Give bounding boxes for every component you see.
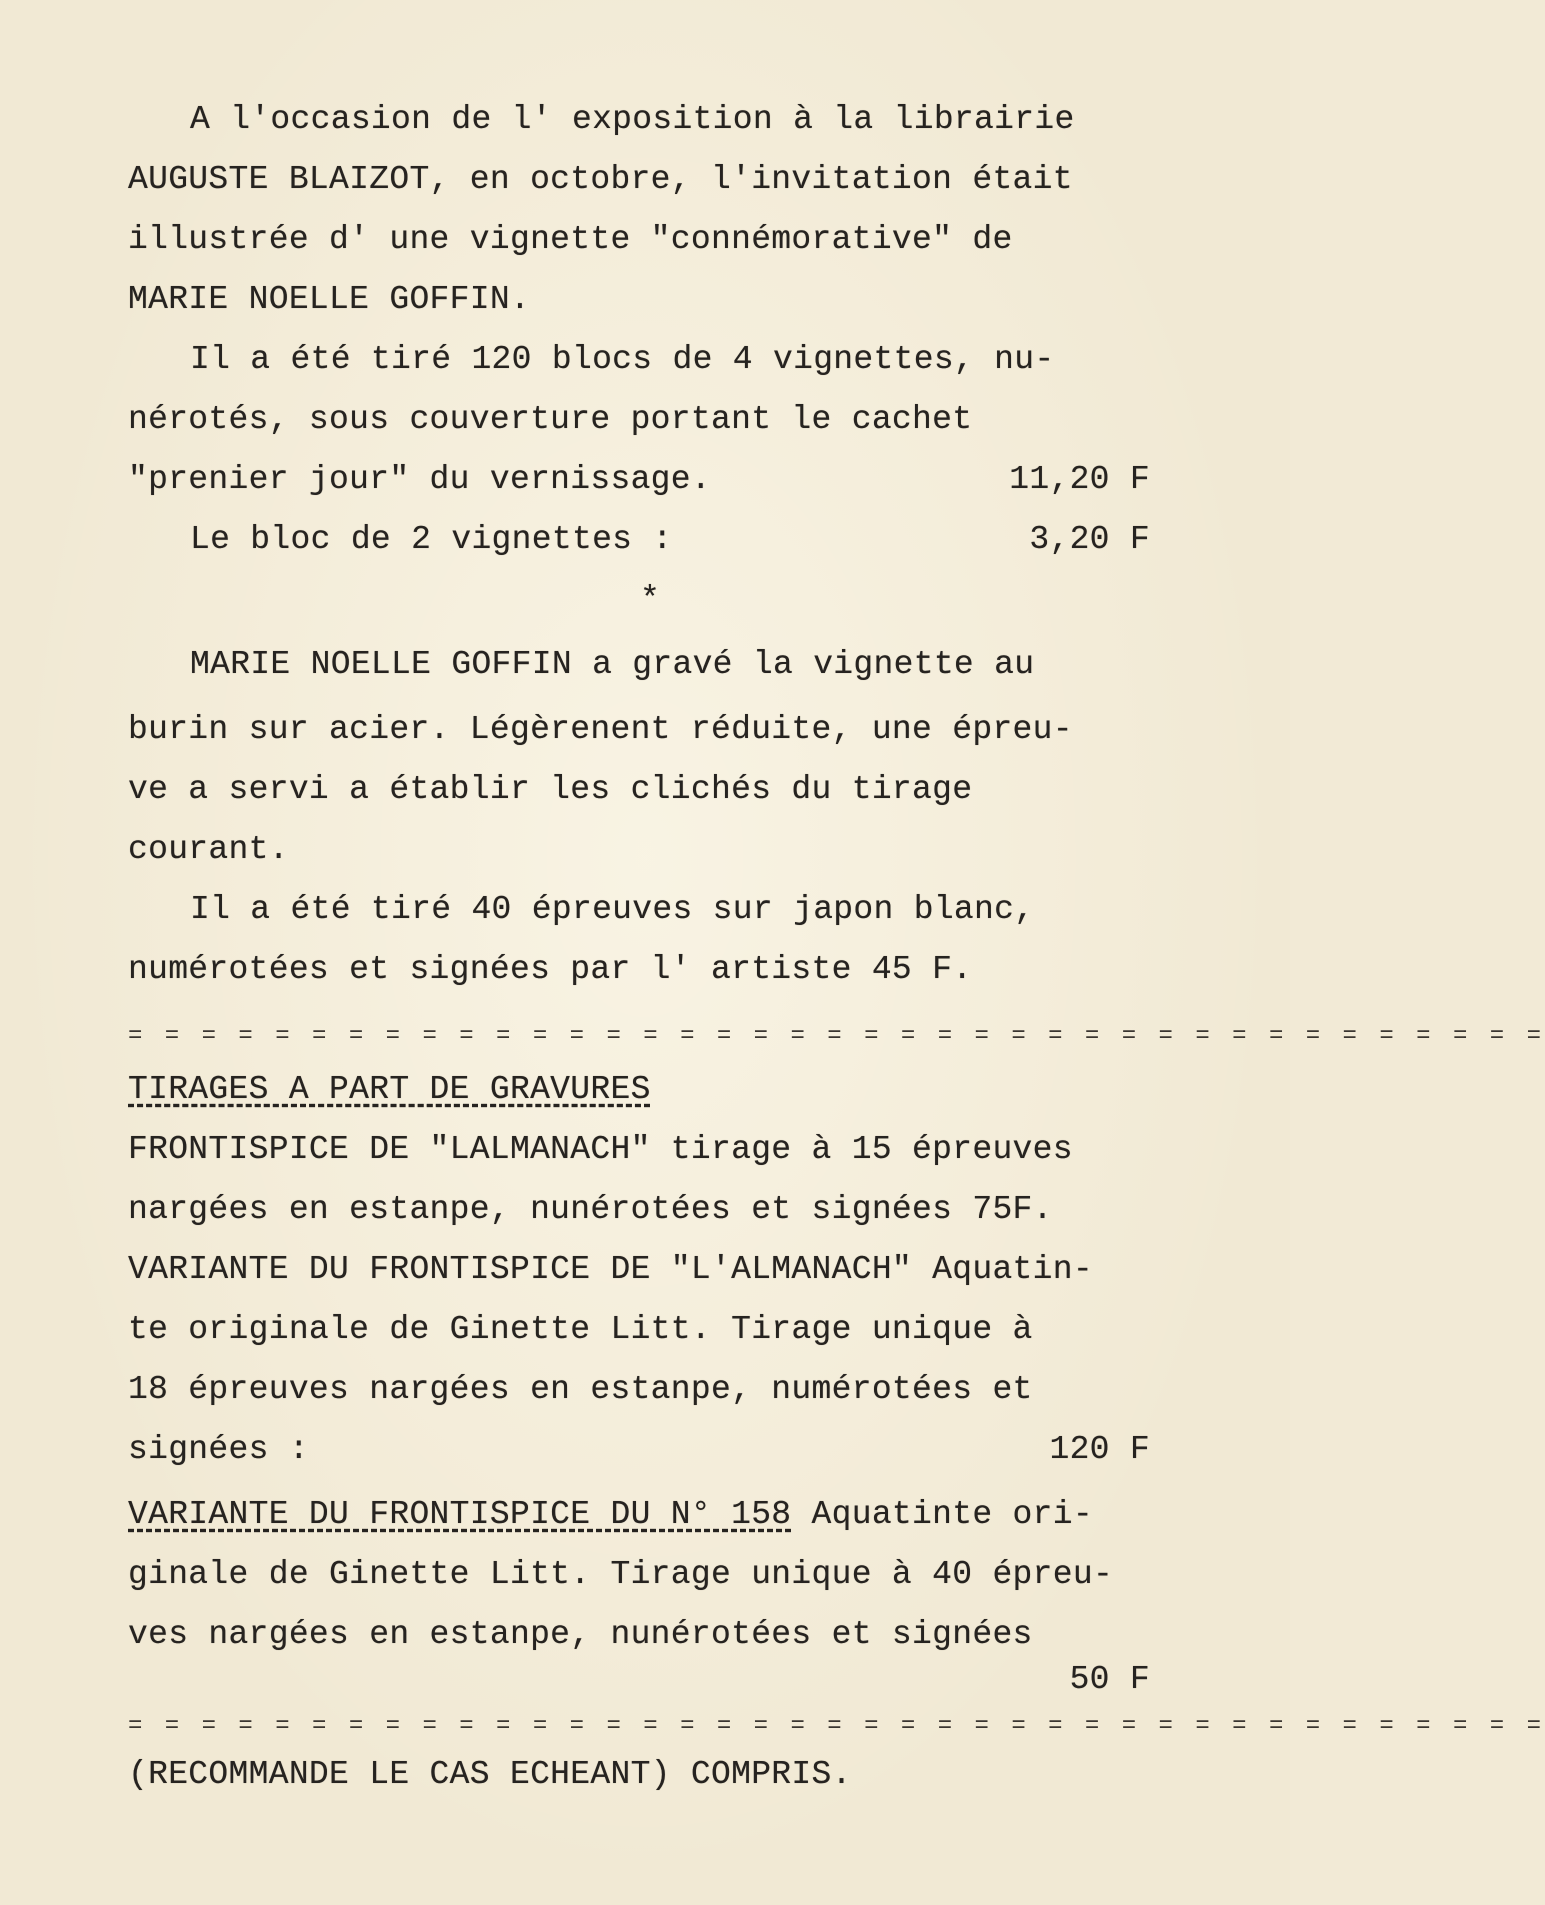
e2-line-3: 18 épreuves nargées en estanpe, numérotées et <box>128 1371 1033 1408</box>
e3-price: 50 F <box>1069 1661 1150 1698</box>
separator-2: = = = = = = = = = = = = = = = = = = = = = = = = = = = = = = = = = = = = = = = <box>128 1713 1545 1740</box>
p1-line-1: A l'occasion de l' exposition à la librairie <box>190 101 1075 138</box>
p4-line-2: numérotées et signées par l' artiste 45 F. <box>128 951 973 988</box>
e3-line-3: ves nargées en estanpe, nunérotées et signées <box>128 1616 1033 1653</box>
e3-title: VARIANTE DU FRONTISPICE DU N° 158 <box>128 1496 792 1533</box>
asterisk-divider: * <box>639 581 661 618</box>
e3-line-1-rest: Aquatinte ori- <box>791 1496 1093 1533</box>
bloc-2-text: Le bloc de 2 vignettes : <box>190 521 673 558</box>
p3-line-1: MARIE NOELLE GOFFIN a gravé la vignette au <box>190 646 1035 683</box>
p1-line-3: illustrée d' une vignette "connémorative" de <box>128 221 1013 258</box>
e2-line-2: te originale de Ginette Litt. Tirage unique à <box>128 1311 1033 1348</box>
p4-line-1: Il a été tiré 40 épreuves sur japon blanc, <box>190 891 1035 928</box>
tirages-heading: TIRAGES A PART DE GRAVURES <box>128 1071 651 1108</box>
bloc-2-price: 3,20 F <box>1029 521 1150 558</box>
e3-line-1 <box>128 1495 1150 1535</box>
p2-line-4 <box>190 520 1150 560</box>
p3-line-4: courant. <box>128 831 289 868</box>
bloc-4-price: 11,20 F <box>1009 461 1150 498</box>
e3-line-2: ginale de Ginette Litt. Tirage unique à 40 épreu- <box>128 1556 1114 1593</box>
e1-line-2: nargées en estanpe, nunérotées et signées 75F. <box>128 1191 1053 1228</box>
footer-note: (RECOMMANDE LE CAS ECHEANT) COMPRIS. <box>128 1756 852 1793</box>
e2-price: 120 F <box>1049 1431 1150 1468</box>
signees-text: signées : <box>128 1431 309 1468</box>
p3-line-3: ve a servi a établir les clichés du tirage <box>128 771 973 808</box>
e2-line-1: VARIANTE DU FRONTISPICE DE "L'ALMANACH" Aquatin- <box>128 1251 1093 1288</box>
premier-jour-text: "prenier jour" du vernissage. <box>128 461 711 498</box>
p2-line-2: nérotés, sous couverture portant le cachet <box>128 401 973 438</box>
e2-line-4 <box>128 1430 1150 1470</box>
p2-line-1: Il a été tiré 120 blocs de 4 vignettes, nu- <box>190 341 1055 378</box>
e1-line-1: FRONTISPICE DE "LALMANACH" tirage à 15 épreuves <box>128 1131 1073 1168</box>
p3-line-2: burin sur acier. Légèrenent réduite, une épreu- <box>128 711 1073 748</box>
section-heading <box>128 1070 1150 1110</box>
separator-1: = = = = = = = = = = = = = = = = = = = = = = = = = = = = = = = = = = = = = = = <box>128 1023 1545 1050</box>
p1-line-2: AUGUSTE BLAIZOT, en octobre, l'invitation était <box>128 161 1073 198</box>
p1-line-4: MARIE NOELLE GOFFIN. <box>128 281 531 318</box>
p2-line-3 <box>128 460 1150 500</box>
